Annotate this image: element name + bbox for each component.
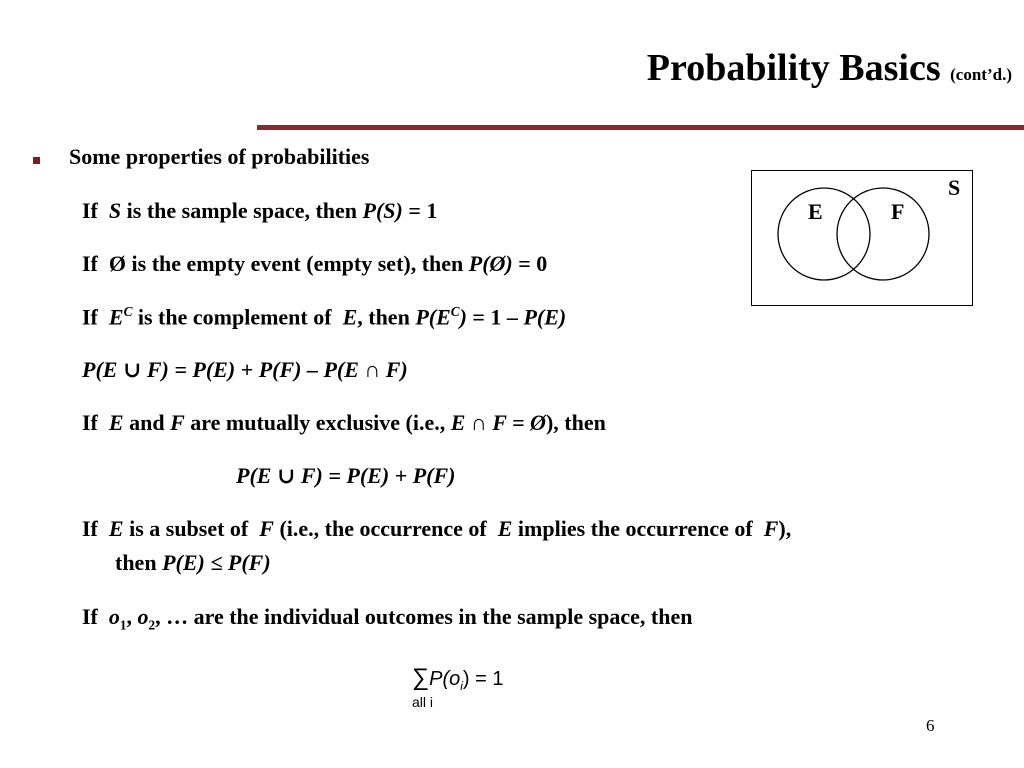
property-empty-set: If Ø is the empty event (empty set), then P(Ø) = 0 (82, 251, 548, 276)
property-outcomes: If $o_1$, $o_2$, … are the individual outcomes in the sample space, then (82, 604, 693, 633)
page-number: 6 (926, 716, 935, 735)
venn-diagram (751, 170, 973, 306)
title-divider (257, 125, 1024, 130)
venn-circles (752, 171, 974, 307)
sum-subscript: all i (412, 694, 434, 710)
venn-circle-f (837, 188, 929, 280)
bullet-heading: Some properties of probabilities (69, 144, 370, 169)
slide-title-sub: (cont’d.) (950, 65, 1012, 84)
venn-label-s: S (948, 175, 961, 200)
property-mutually-exclusive-formula: P(E ∪ F) = P(E) + P(F) (236, 463, 456, 488)
property-subset: If E is a subset of F (i.e., the occurrence of E implies the occurrence of F), (82, 516, 792, 541)
property-subset-conclusion: then P(E) ≤ P(F) (115, 550, 271, 575)
property-sample-space: If S is the sample space, then P(S) = 1 (82, 198, 438, 223)
property-union-rule: P(E ∪ F) = P(E) + P(F) – P(E ∩ F) (82, 357, 408, 382)
venn-label-e: E (808, 199, 823, 224)
property-mutually-exclusive: If E and F are mutually exclusive (i.e., E ∩ F = Ø), then (82, 410, 606, 435)
slide-title: Probability Basics (cont’d.) (646, 47, 1012, 89)
bullet-icon (33, 157, 40, 164)
sum-formula: $\sum P(o_i) = 1$ all i (412, 664, 504, 710)
venn-label-f: F (891, 199, 905, 224)
venn-circle-e (778, 188, 870, 280)
property-complement: If $E^C$ is the complement of E, then $P(E^C) = 1 - P(E)$ (82, 304, 567, 330)
sigma-symbol: ∑ (412, 664, 430, 691)
